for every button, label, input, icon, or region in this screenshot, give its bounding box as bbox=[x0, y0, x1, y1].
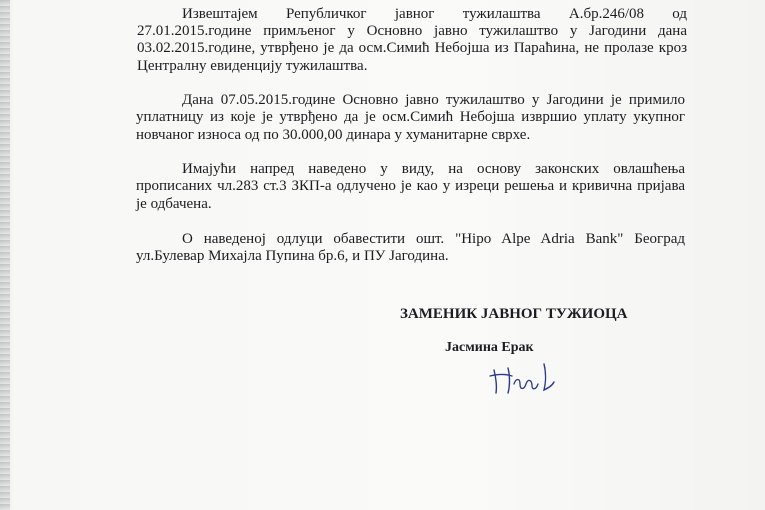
paragraph-4-line-1: О наведеној одлуци обавестити ошт. "Hipo Alpe Adria Bank" Београд bbox=[182, 231, 685, 247]
signature-stroke-1 bbox=[494, 370, 496, 393]
paragraph-2-line-1: Дана 07.05.2015.године Основно јавно тужилаштво у Јагодини је примило bbox=[182, 92, 685, 108]
paragraph-2-line-2: уплатницу из које је утврђено да је осм.Симић Небојша извршио уплату укупног bbox=[136, 109, 685, 125]
handwritten-signature bbox=[488, 362, 568, 396]
signature-stroke-5 bbox=[544, 364, 554, 390]
paragraph-2-line-3: новчаног износа од по 30.000,00 динара у хуманитарне сврхе. bbox=[136, 127, 531, 143]
scan-edge bbox=[0, 0, 10, 510]
signature-stroke-4 bbox=[514, 380, 538, 389]
signatory-name: Јасмина Ерак bbox=[445, 340, 534, 355]
signature-stroke-3 bbox=[508, 368, 510, 393]
paragraph-1-line-4: Централну евиденцију тужилаштва. bbox=[137, 58, 368, 74]
paragraph-1-line-3: 03.02.2015.године, утврђено је да осм.Симић Небојша из Параћина, не пролазе кроз bbox=[137, 40, 687, 56]
signatory-title: ЗАМЕНИК ЈАВНОГ ТУЖИОЦА bbox=[400, 306, 628, 322]
paragraph-3-line-2: прописаних чл.283 ст.3 ЗКП-а одлучено је као у изреци решења и кривична пријава bbox=[136, 178, 685, 194]
paragraph-3-line-1: Имајући напред наведено у виду, на основу законских овлашћења bbox=[182, 161, 685, 177]
paragraph-1-line-1: Извештајем Републичког јавног тужилаштва А.бр.246/08 од bbox=[182, 6, 687, 22]
paragraph-3-line-3: је одбачена. bbox=[136, 196, 212, 212]
paragraph-4-line-2: ул.Булевар Михајла Пупина бр.6, и ПУ Јагодина. bbox=[136, 248, 449, 264]
paragraph-1-line-2: 27.01.2015.године примљеног у Основно јавно тужилаштво у Јагодини дана bbox=[137, 23, 687, 39]
